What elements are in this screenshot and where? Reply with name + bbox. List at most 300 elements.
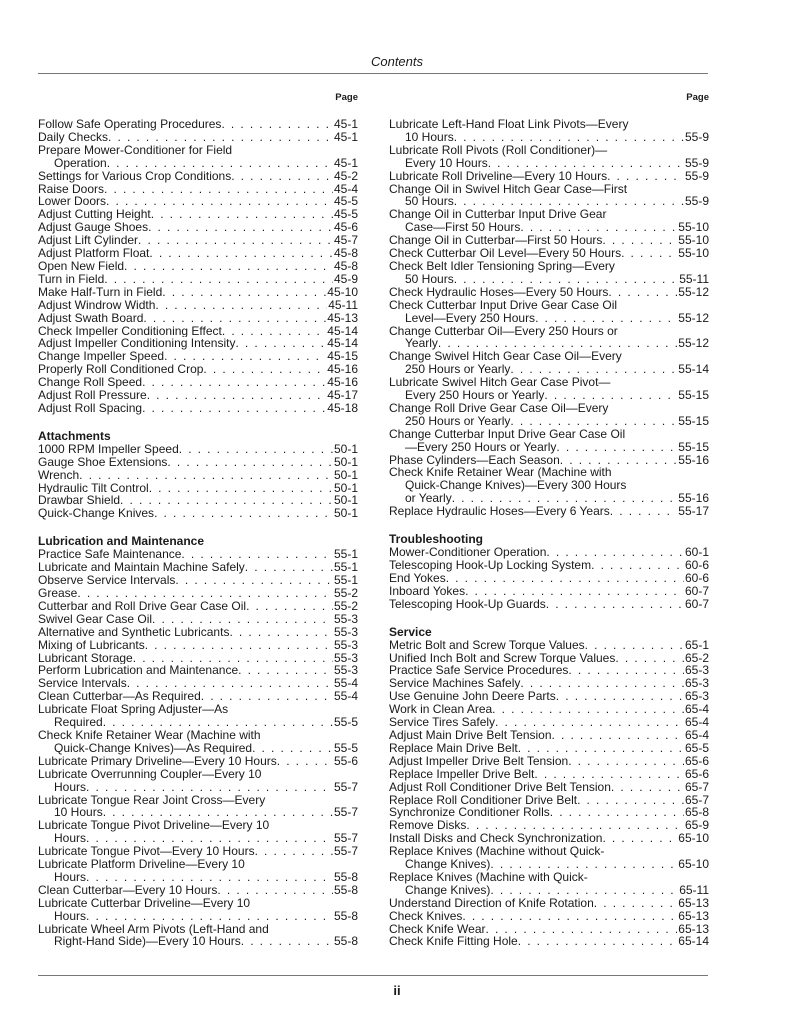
toc-entry[interactable] <box>38 548 358 561</box>
toc-entry[interactable] <box>38 482 358 495</box>
dot-leader <box>552 729 684 742</box>
dot-leader <box>231 170 333 183</box>
dot-leader <box>585 639 684 652</box>
toc-entry[interactable] <box>389 935 709 948</box>
toc-page-number: 55-3 <box>333 664 358 678</box>
toc-page-number: 55-17 <box>678 505 709 519</box>
toc-entry-row <box>38 561 358 574</box>
toc-page-number: 55-2 <box>333 599 358 613</box>
toc-entry[interactable] <box>389 806 709 819</box>
toc-entry[interactable] <box>38 639 358 652</box>
toc-entry-row <box>38 600 358 613</box>
section-title: Attachments <box>38 428 111 443</box>
section-title: Troubleshooting <box>389 532 483 547</box>
toc-page-number: 55-14 <box>678 363 709 377</box>
toc-entry[interactable] <box>38 247 358 260</box>
toc-entry-row <box>38 456 358 469</box>
toc-entry-title: Case—First 50 Hours <box>405 221 521 235</box>
toc-entry-title: Lubricate Swivel Hitch Gear Case Pivot— <box>389 375 611 390</box>
toc-entry[interactable] <box>38 376 358 389</box>
dot-leader <box>602 832 677 845</box>
toc-entry-title: Phase Cylinders—Each Season <box>389 453 560 467</box>
toc-page-number: 55-3 <box>333 651 358 665</box>
toc-entry-row <box>389 639 709 652</box>
toc-entry-title: Right-Hand Side)—Every 10 Hours <box>54 935 241 949</box>
toc-page-number: 45-5 <box>333 195 358 209</box>
dot-leader <box>277 755 333 768</box>
toc-entry-row <box>389 716 709 729</box>
toc-page-number: 55-4 <box>333 677 358 691</box>
toc-entry-title: Hours <box>54 780 87 794</box>
toc-page-number: 45-1 <box>333 156 358 170</box>
toc-entry-row <box>389 794 709 807</box>
toc-page-number: 65-8 <box>684 806 709 820</box>
toc-page-number: 60-7 <box>684 584 709 598</box>
toc-entry-title: Swivel Gear Case Oil <box>38 612 153 626</box>
toc-entry-row <box>389 858 709 871</box>
toc-entry-row <box>38 626 358 639</box>
toc-entry[interactable] <box>389 234 709 247</box>
toc-entry[interactable] <box>38 858 358 884</box>
toc-entry-title: 250 Hours or Yearly <box>405 414 511 428</box>
section-title: Lubrication and Maintenance <box>38 534 205 549</box>
toc-entry[interactable] <box>389 910 709 923</box>
toc-entry[interactable] <box>38 170 358 183</box>
toc-entry[interactable] <box>38 208 358 221</box>
toc-entry-row <box>38 234 358 247</box>
toc-entry-row <box>389 935 709 948</box>
toc-page-number: 55-12 <box>678 285 709 299</box>
toc-page-number: 65-7 <box>684 793 709 807</box>
toc-entry-row <box>38 208 358 221</box>
toc-page-number: 55-7 <box>333 780 358 794</box>
toc-entry[interactable] <box>38 337 358 350</box>
toc-entry[interactable] <box>38 195 358 208</box>
toc-entry[interactable] <box>389 639 709 652</box>
toc-entry[interactable] <box>38 494 358 507</box>
toc-entry-title: Service Tires Safely <box>389 716 496 729</box>
toc-entry-row <box>38 299 358 312</box>
toc-page-number: 45-1 <box>333 118 358 131</box>
toc-entry[interactable] <box>389 598 709 611</box>
toc-entry[interactable] <box>38 755 358 768</box>
toc-entry[interactable] <box>389 690 709 703</box>
toc-entry[interactable] <box>38 183 358 196</box>
toc-entry-title: Adjust Cutting Height <box>38 208 151 222</box>
toc-entry[interactable] <box>389 755 709 768</box>
toc-entry[interactable] <box>389 897 709 910</box>
toc-entry[interactable] <box>38 703 358 729</box>
dot-leader <box>86 781 333 794</box>
toc-entry[interactable] <box>38 299 358 312</box>
toc-entry[interactable] <box>38 234 358 247</box>
toc-entry-title: Adjust Roll Pressure <box>38 389 147 402</box>
toc-entry[interactable] <box>389 183 709 209</box>
toc-entry[interactable] <box>38 819 358 845</box>
toc-entry[interactable] <box>389 716 709 729</box>
toc-page-number: 45-2 <box>333 169 358 183</box>
toc-entry[interactable] <box>389 118 709 144</box>
header-divider <box>38 73 708 74</box>
dot-leader <box>454 273 678 286</box>
toc-entry-row <box>38 742 358 755</box>
toc-page-number: 45-4 <box>333 182 358 196</box>
toc-page-number: 50-1 <box>333 442 358 456</box>
toc-page-number: 65-13 <box>678 922 709 936</box>
dot-leader <box>221 118 333 131</box>
toc-entry[interactable] <box>38 652 358 665</box>
toc-entry[interactable] <box>38 923 358 949</box>
toc-entry-title: 250 Hours or Yearly <box>405 363 511 377</box>
toc-entry-title: Lubricate Cutterbar Driveline—Every 10 <box>38 895 251 910</box>
toc-entry-title: Operation <box>54 156 107 170</box>
toc-page-number: 65-11 <box>679 883 709 897</box>
toc-page-number: 55-16 <box>678 453 709 467</box>
toc-column-left <box>38 92 358 948</box>
toc-entry-title: End Yokes <box>389 571 446 585</box>
toc-page-number: 55-15 <box>678 440 709 454</box>
toc-entry[interactable] <box>38 897 358 923</box>
toc-entry-title: Clean Cutterbar—As Required <box>38 690 201 704</box>
toc-entry-title: Adjust Windrow Width <box>38 298 156 312</box>
toc-entry-title: Turn in Field <box>38 272 105 286</box>
toc-entry[interactable] <box>38 677 358 690</box>
toc-entry-title: Understand Direction of Knife Rotation <box>389 896 594 910</box>
toc-entry-title: Adjust Roll Spacing <box>38 401 143 415</box>
toc-entry[interactable] <box>38 118 358 131</box>
toc-entry[interactable] <box>389 572 709 585</box>
toc-entry-title: Lubricant Storage <box>38 651 133 665</box>
toc-page-number: 55-4 <box>333 690 358 704</box>
toc-entry-title: Lubricate Primary Driveline—Every 10 Hours <box>38 754 277 768</box>
toc-page-number: 55-10 <box>678 247 709 260</box>
toc-entry-row <box>389 492 709 505</box>
dot-leader <box>252 742 333 755</box>
toc-entry-title: Level—Every 250 Hours <box>405 311 536 325</box>
toc-entry[interactable] <box>38 389 358 402</box>
dot-leader <box>120 494 333 507</box>
toc-entry-row <box>38 183 358 196</box>
toc-entry[interactable] <box>389 260 709 286</box>
toc-entry-row <box>38 755 358 768</box>
dot-leader <box>167 456 333 469</box>
toc-entry-row <box>389 652 709 665</box>
toc-page-number: 55-12 <box>678 311 709 325</box>
dot-leader <box>148 221 333 234</box>
toc-entry-title: Lower Doors <box>38 195 107 209</box>
toc-entry-row <box>38 118 358 131</box>
toc-entry[interactable] <box>389 376 709 402</box>
section-spacer <box>389 611 709 626</box>
dot-leader <box>466 819 684 832</box>
toc-entry[interactable] <box>389 819 709 832</box>
toc-entry[interactable] <box>389 402 709 428</box>
toc-entry[interactable] <box>389 652 709 665</box>
toc-entry-title: Check Hydraulic Hoses—Every 50 Hours <box>389 285 609 299</box>
toc-entry[interactable] <box>389 144 709 170</box>
section-title: Service <box>389 624 432 639</box>
toc-page-number: 65-4 <box>684 716 709 729</box>
dot-leader <box>155 299 327 312</box>
toc-entry[interactable] <box>389 350 709 376</box>
toc-entry[interactable] <box>389 768 709 781</box>
toc-entry-title: Adjust Swath Board <box>38 311 144 325</box>
toc-entry-row <box>38 574 358 587</box>
toc-entry[interactable] <box>389 428 709 454</box>
toc-entry-row <box>38 312 358 325</box>
toc-entry-title: Service Machines Safely <box>389 677 521 691</box>
toc-entry-title: Change Roll Speed <box>38 376 143 390</box>
toc-entry-title: Check Cutterbar Oil Level—Every 50 Hours <box>389 247 622 260</box>
toc-page-number: 65-9 <box>684 819 709 833</box>
toc-entry[interactable] <box>38 768 358 794</box>
toc-entry[interactable] <box>389 505 709 518</box>
toc-page-number: 55-12 <box>678 337 709 351</box>
toc-page-number: 65-7 <box>684 780 709 794</box>
toc-entry-row <box>389 910 709 923</box>
toc-entry[interactable] <box>38 144 358 170</box>
toc-entry[interactable] <box>38 443 358 456</box>
toc-entry[interactable] <box>38 312 358 325</box>
toc-entry-row <box>389 559 709 572</box>
dot-leader <box>520 221 677 234</box>
toc-entry-row <box>389 585 709 598</box>
toc-entry-row <box>38 871 358 884</box>
toc-page-number: 45-16 <box>327 376 358 390</box>
dot-leader <box>179 443 333 456</box>
dot-leader <box>104 183 333 196</box>
toc-entry[interactable] <box>389 781 709 794</box>
toc-entry-row <box>389 806 709 819</box>
toc-entry[interactable] <box>38 574 358 587</box>
toc-page-number: 55-9 <box>684 156 709 170</box>
toc-entry-row <box>38 677 358 690</box>
toc-page-number: 60-1 <box>684 546 709 559</box>
toc-page-number: 55-11 <box>679 272 709 286</box>
toc-entry-title: Practice Safe Service Procedures <box>389 664 569 678</box>
toc-entry-title: Drawbar Shield <box>38 494 121 508</box>
toc-page-number: 65-6 <box>684 754 709 768</box>
toc-page-number: 45-11 <box>328 298 358 312</box>
toc-entry[interactable] <box>389 325 709 351</box>
dot-leader <box>203 363 326 376</box>
dot-leader <box>245 561 333 574</box>
toc-entry[interactable] <box>38 273 358 286</box>
toc-entry[interactable] <box>389 677 709 690</box>
toc-entry[interactable] <box>389 585 709 598</box>
toc-entry-title: Adjust Gauge Shoes <box>38 221 149 235</box>
toc-entry[interactable] <box>389 208 709 234</box>
toc-entry-title: Cutterbar and Roll Drive Gear Case Oil <box>38 599 247 613</box>
toc-entry-title: Adjust Main Drive Belt Tension <box>389 728 552 742</box>
dot-leader <box>133 652 333 665</box>
dot-leader <box>452 492 678 505</box>
toc-entry[interactable] <box>38 507 358 520</box>
toc-entry-title: Change Cutterbar Oil—Every 250 Hours or <box>389 323 618 338</box>
toc-entry-row <box>38 781 358 794</box>
dot-leader <box>104 273 333 286</box>
toc-page-number: 45-9 <box>333 272 358 286</box>
toc-entry-title: Replace Knives (Machine with Quick- <box>389 869 588 884</box>
page-title: Contents <box>370 54 424 69</box>
toc-entry-title: Adjust Impeller Drive Belt Tension <box>389 754 569 768</box>
toc-page-number: 45-8 <box>333 259 358 273</box>
toc-entry-title: Raise Doors <box>38 182 105 196</box>
dot-leader <box>255 845 333 858</box>
dot-leader <box>106 195 333 208</box>
toc-entry-row <box>38 935 358 948</box>
toc-entry-row <box>389 729 709 742</box>
toc-entry[interactable] <box>38 260 358 273</box>
toc-entry-title: Change Roll Drive Gear Case Oil—Every <box>389 400 609 415</box>
toc-entry-title: Unified Inch Bolt and Screw Torque Values <box>389 651 616 665</box>
toc-entry-row <box>38 652 358 665</box>
dot-leader <box>465 585 684 598</box>
toc-entry-row <box>38 131 358 144</box>
toc-entry[interactable] <box>38 325 358 338</box>
toc-entry[interactable] <box>389 871 709 897</box>
dot-leader <box>138 234 333 247</box>
toc-entry-title: Lubricate Overrunning Coupler—Every 10 <box>38 766 262 781</box>
dot-leader <box>149 247 333 260</box>
toc-entry-title: Hours <box>54 909 87 923</box>
toc-page-number: 55-1 <box>333 561 358 575</box>
toc-entry[interactable] <box>38 613 358 626</box>
toc-entry[interactable] <box>389 546 709 559</box>
toc-entry[interactable] <box>38 664 358 677</box>
toc-entry-title: Grease <box>38 587 78 600</box>
toc-entry-title: Lubricate Left-Hand Float Link Pivots—Every <box>389 117 629 131</box>
toc-entry[interactable] <box>38 456 358 469</box>
toc-entry-title: Change Knives) <box>405 883 491 897</box>
toc-page-number: 55-9 <box>684 130 709 144</box>
toc-entry[interactable] <box>38 363 358 376</box>
toc-page-number: 50-1 <box>333 455 358 469</box>
toc-entry-row <box>389 131 709 144</box>
toc-page-number: 65-10 <box>678 858 709 871</box>
dot-leader <box>568 755 684 768</box>
toc-entry[interactable] <box>38 221 358 234</box>
toc-entry[interactable] <box>389 559 709 572</box>
toc-entry[interactable] <box>389 794 709 807</box>
toc-entry-title: Replace Hydraulic Hoses—Every 6 Years <box>389 505 610 519</box>
toc-entry[interactable] <box>38 729 358 755</box>
toc-entry-title: Lubricate Tongue Rear Joint Cross—Every <box>38 792 266 807</box>
toc-entry[interactable] <box>38 626 358 639</box>
toc-column-right <box>389 92 709 948</box>
toc-entry-row <box>38 170 358 183</box>
toc-entry[interactable] <box>389 664 709 677</box>
toc-entry-title: or Yearly <box>405 492 452 506</box>
toc-entry[interactable] <box>389 845 709 871</box>
toc-entry[interactable] <box>389 286 709 299</box>
toc-entry-title: Clean Cutterbar—Every 10 Hours <box>38 883 218 897</box>
dot-leader <box>86 832 333 845</box>
toc-page-number: 45-8 <box>333 247 358 260</box>
toc-entry-title: Check Knife Retainer Wear (Machine with <box>38 727 261 742</box>
toc-entry-title: Daily Checks <box>38 130 109 144</box>
toc-page-number: 65-5 <box>684 741 709 755</box>
toc-entry[interactable] <box>38 350 358 363</box>
toc-page-number: 45-16 <box>327 363 358 377</box>
toc-entry-row <box>38 286 358 299</box>
toc-entry-title: 1000 RPM Impeller Speed <box>38 442 179 456</box>
toc-entry-row <box>389 742 709 755</box>
toc-entry[interactable] <box>38 286 358 299</box>
dot-leader <box>486 923 678 936</box>
toc-entry[interactable] <box>38 469 358 482</box>
toc-entry[interactable] <box>389 299 709 325</box>
toc-page-number: 45-1 <box>333 130 358 144</box>
toc-entry-title: Alternative and Synthetic Lubricants <box>38 625 230 639</box>
toc-entry[interactable] <box>38 402 358 415</box>
dot-leader <box>152 613 333 626</box>
toc-entry-title: Lubricate Wheel Arm Pivots (Left-Hand and <box>38 921 269 936</box>
toc-entry[interactable] <box>38 600 358 613</box>
toc-entry-title: Change Oil in Cutterbar—First 50 Hours <box>389 234 603 248</box>
toc-entry-title: Every 10 Hours <box>405 156 488 170</box>
dot-leader <box>546 546 684 559</box>
toc-entry-title: Required <box>54 716 103 729</box>
toc-entry[interactable] <box>389 729 709 742</box>
dot-leader <box>86 910 333 923</box>
dot-leader <box>492 703 684 716</box>
toc-entry[interactable] <box>38 794 358 820</box>
toc-entry-row <box>38 548 358 561</box>
toc-entry-row <box>38 376 358 389</box>
dot-leader <box>181 548 333 561</box>
dot-leader <box>546 598 684 611</box>
toc-page-number: 65-10 <box>678 832 709 846</box>
toc-entry-title: Change Knives) <box>405 858 491 871</box>
toc-entry-row <box>38 247 358 260</box>
toc-entry[interactable] <box>389 742 709 755</box>
toc-entry-title: Lubricate Tongue Pivot Driveline—Every 10 <box>38 818 270 833</box>
toc-page-number: 55-5 <box>333 741 358 755</box>
dot-leader <box>591 559 684 572</box>
toc-page-number: 65-3 <box>684 677 709 691</box>
dot-leader <box>454 131 684 144</box>
toc-entry[interactable] <box>38 587 358 600</box>
toc-page-number: 65-14 <box>678 935 709 949</box>
toc-entry[interactable] <box>389 923 709 936</box>
toc-page-number: 65-1 <box>684 638 709 652</box>
toc-entry[interactable] <box>38 884 358 897</box>
toc-entry-title: Install Disks and Check Synchronization <box>389 832 603 846</box>
page-column-header: Page <box>686 92 709 103</box>
toc-page-number: 45-10 <box>327 285 358 299</box>
toc-entry[interactable] <box>38 561 358 574</box>
dot-leader <box>127 677 333 690</box>
toc-entry[interactable] <box>389 466 709 505</box>
dot-leader <box>610 505 678 518</box>
toc-entry-title: Every 250 Hours or Yearly <box>405 389 545 402</box>
toc-entry-row <box>38 884 358 897</box>
dot-leader <box>611 781 684 794</box>
toc-entry[interactable] <box>389 703 709 716</box>
toc-entry-row <box>38 639 358 652</box>
toc-entry-title: Replace Main Drive Belt <box>389 741 518 755</box>
toc-page-number: 55-7 <box>333 832 358 846</box>
toc-entry-title: Inboard Yokes <box>389 584 466 598</box>
dot-leader <box>544 389 677 402</box>
dot-leader <box>518 935 678 948</box>
toc-entry[interactable] <box>38 131 358 144</box>
toc-entry[interactable] <box>389 170 709 183</box>
toc-entry-row <box>38 587 358 600</box>
toc-entry-row <box>389 234 709 247</box>
dot-leader <box>124 260 333 273</box>
